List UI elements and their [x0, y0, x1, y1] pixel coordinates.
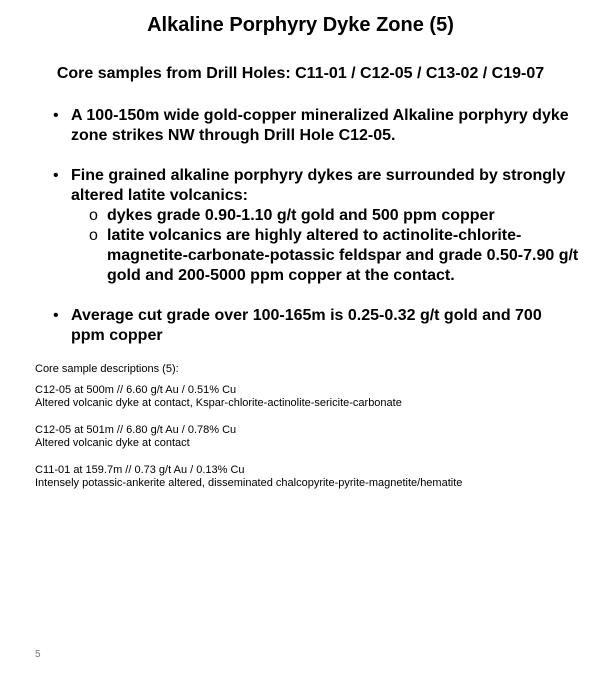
sub-bullet-text: dykes grade 0.90-1.10 g/t gold and 500 ppm copper	[107, 207, 495, 224]
bullet-dot-icon: •	[53, 167, 59, 184]
core-sample-descriptions	[35, 363, 575, 504]
bullet-dot-icon: •	[53, 307, 59, 324]
sub-bullet-list	[71, 206, 579, 286]
sample-detail: Intensely potassic-ankerite altered, disseminated chalcopyrite-pyrite-magnetite/hematite	[35, 477, 463, 489]
page-title: Alkaline Porphyry Dyke Zone (5)	[147, 14, 454, 36]
bullet-item	[49, 166, 579, 286]
sample-detail: Altered volcanic dyke at contact	[35, 437, 190, 449]
sub-bullet-text: latite volcanics are highly altered to actinolite-chlorite-magnetite-carbonate-potassic feldspar and grade 0.50-7.90 g/t gold and 200-5000 ppm copper at the contact.	[107, 227, 579, 284]
sample-entry	[35, 424, 575, 450]
bullet-dot-icon: •	[53, 107, 59, 124]
sample-detail: Altered volcanic dyke at contact, Kspar-chlorite-actinolite-sericite-carbonate	[35, 397, 402, 409]
bullet-list	[49, 106, 579, 366]
bullet-text: Fine grained alkaline porphyry dykes are surrounded by strongly altered latite volcanics:	[71, 167, 566, 204]
sub-bullet-item	[71, 226, 579, 286]
descriptions-heading: Core sample descriptions (5):	[35, 363, 179, 375]
bullet-text: Average cut grade over 100-165m is 0.25-0.32 g/t gold and 700 ppm copper	[71, 307, 542, 344]
bullet-item	[49, 106, 579, 146]
page-number: 5	[35, 649, 41, 660]
bullet-item	[49, 306, 579, 346]
circle-bullet-icon: o	[89, 227, 98, 244]
sample-header: C12-05 at 500m // 6.60 g/t Au / 0.51% Cu	[35, 384, 237, 396]
sub-bullet-item	[71, 206, 579, 226]
circle-bullet-icon: o	[89, 207, 98, 224]
sample-entry	[35, 464, 575, 490]
sample-header: C12-05 at 501m // 6.80 g/t Au / 0.78% Cu	[35, 424, 237, 436]
page-subtitle: Core samples from Drill Holes: C11-01 / C12-05 / C13-02 / C19-07	[56, 65, 545, 82]
bullet-text: A 100-150m wide gold-copper mineralized Alkaline porphyry dyke zone strikes NW through Drill Hole C12-05.	[71, 107, 569, 144]
sample-entry	[35, 384, 575, 410]
sample-header: C11-01 at 159.7m // 0.73 g/t Au / 0.13% Cu	[35, 464, 245, 476]
